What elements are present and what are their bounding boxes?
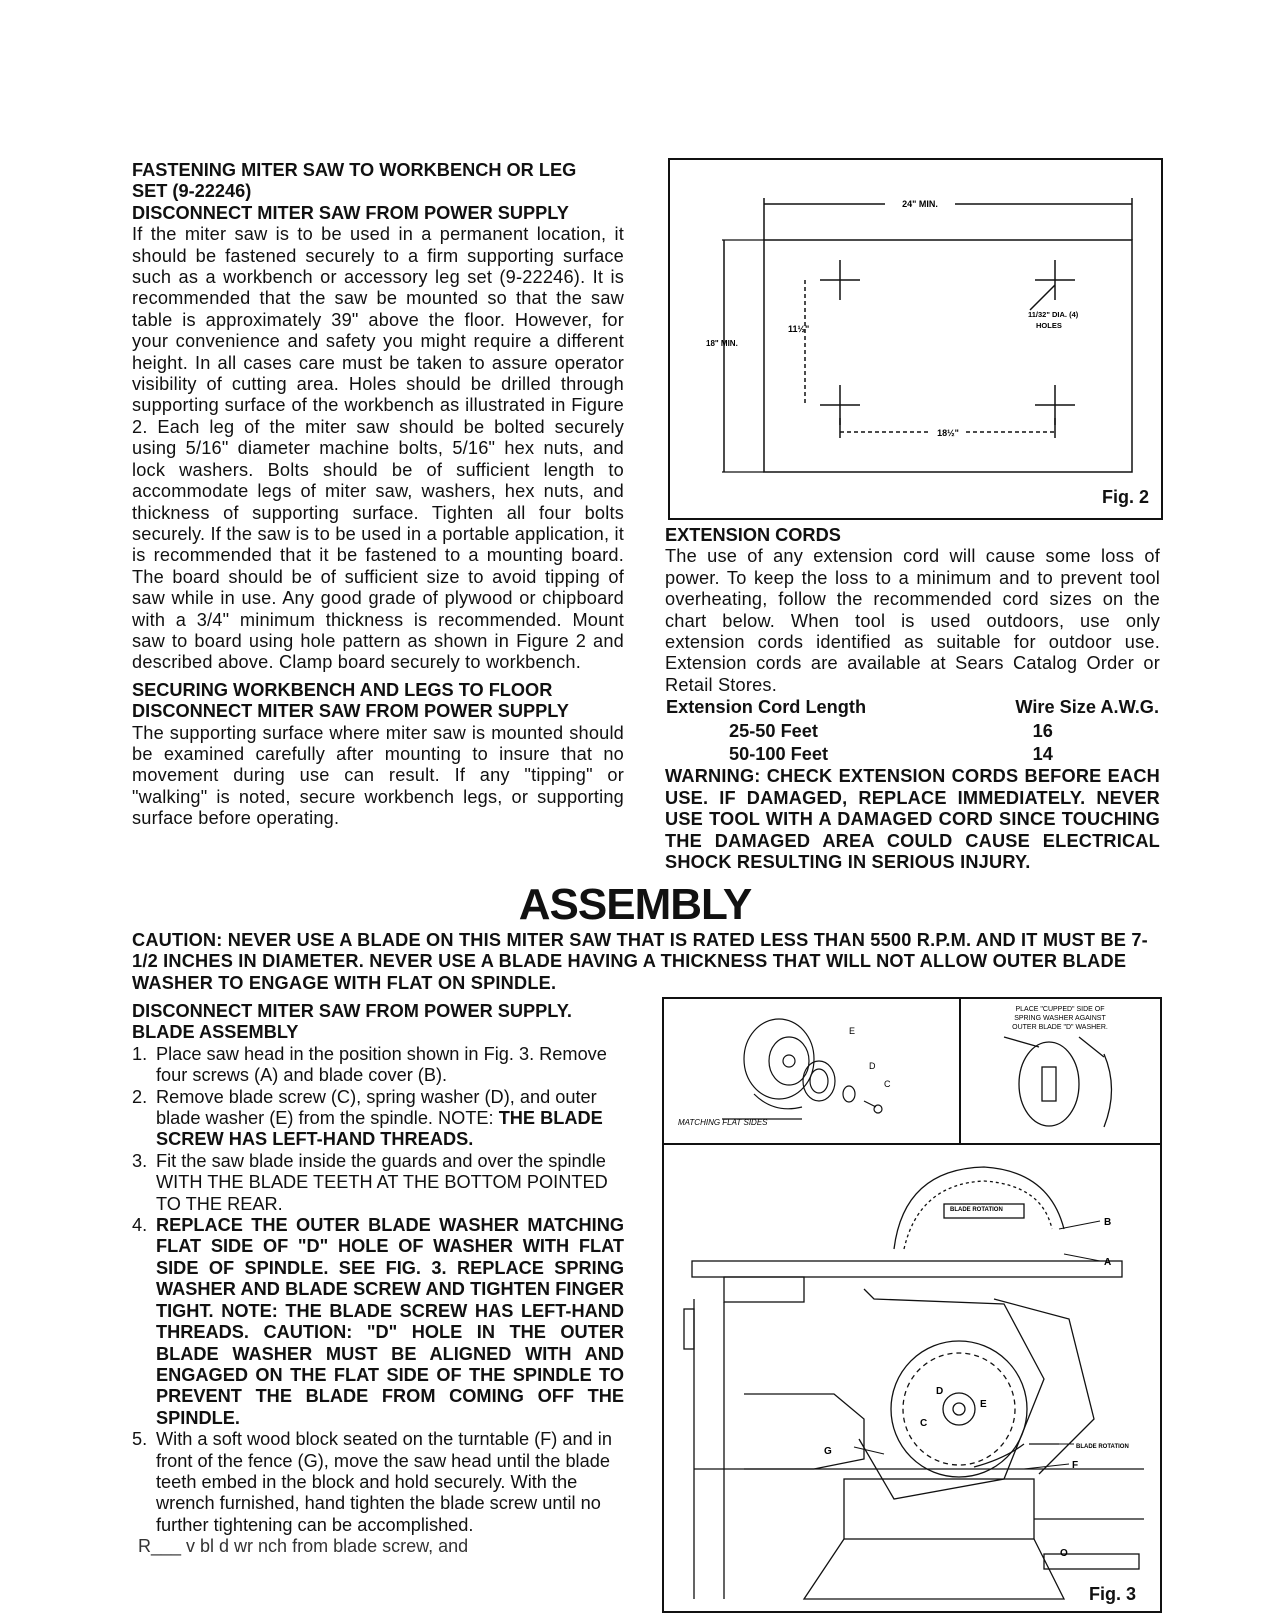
place-note-3: OUTER BLADE "D" WASHER. (1012, 1024, 1108, 1031)
list-item: 3. Fit the saw blade inside the guards and over the spindle WITH THE BLADE TEETH AT THE BOTTOM POINTED TO THE REAR. (132, 1150, 608, 1214)
letter-a: A (1104, 1257, 1112, 1268)
letter-e-top: E (849, 1026, 856, 1036)
horizontal-spacing: 18½" (937, 428, 959, 438)
securing-body: The supporting surface where miter saw is mounted should be examined carefully after mounting to insure that no movement during use can result. If any "tipping" or "walking" is noted, secure workbench legs, or supporting surface before operating. (132, 722, 624, 829)
figure-2-label: Fig. 2 (1101, 487, 1149, 507)
table-row: 50-100 Feet 14 (729, 744, 1053, 765)
caution-banner: CAUTION: NEVER USE A BLADE ON THIS MITER SAW THAT IS RATED LESS THAN 5500 R.P.M. AND IT MUST BE 7-1/2 INCHES IN DIAMETER. NEVER USE A BLADE HAVING A THICKNESS THAT WILL NOT ALLOW OUTER BLADE WASHER TO ENGAGE WITH FLAT ON SPINDLE. (132, 930, 1148, 993)
fastening-section (132, 160, 624, 830)
page-title: ASSEMBLY (518, 880, 752, 929)
figure-3 (662, 997, 1162, 1613)
extension-cords-heading: EXTENSION CORDS (665, 525, 841, 545)
letter-d: D (936, 1386, 944, 1397)
blade-assembly-heading: BLADE ASSEMBLY (132, 1022, 299, 1043)
blade-assembly-section (132, 1001, 624, 1557)
extension-cords-body: The use of any extension cord will cause some loss of power. To keep the loss to a minimum and to prevent tool overheating, follow the recommended cord sizes on the chart below. When tool is used outdoors, use only extension cords identified as suitable for outdoor use. Extension cords are available at Sears Catalog Order or Retail Stores. (665, 546, 1160, 695)
hole-note-2: HOLES (1036, 321, 1062, 330)
blade-rotation-lower: BLADE ROTATION (1076, 1444, 1129, 1450)
letter-c-top: C (884, 1079, 891, 1089)
table-header-wire: Wire Size A.W.G. (1015, 697, 1159, 718)
list-item: 4. REPLACE THE OUTER BLADE WASHER MATCHING FLAT SIDE OF "D" HOLE OF WASHER WITH FLAT SIDE OF SPINDLE. SEE FIG. 3. REPLACE SPRING WASHER AND BLADE SCREW AND TIGHTEN FINGER TIGHT. NOTE: THE BLADE SCREW HAS LEFT-HAND THREADS. CAUTION: "D" HOLE IN THE OUTER BLADE WASHER MUST BE ALIGNED WITH AND ENGAGED ON THE FLAT SIDE OF THE SPINDLE TO PREVENT THE BLADE FROM COMING OFF THE SPINDLE. (132, 1215, 624, 1428)
list-item: 5. With a soft wood block seated on the turntable (F) and in front of the fence (G), move the saw head until the blade teeth embed in the block and hold securely. With the wrench furnished, hand tighten the blade screw until no further tightening can be accomplished. (132, 1429, 612, 1535)
letter-c: C (920, 1418, 928, 1429)
place-note-2: SPRING WASHER AGAINST (1014, 1015, 1106, 1022)
securing-heading: SECURING WORKBENCH AND LEGS TO FLOOR (132, 679, 553, 700)
letter-d-top: D (869, 1061, 876, 1071)
list-item: 1. Place saw head in the position shown in Fig. 3. Remove four screws (A) and blade cover (B). (132, 1043, 607, 1086)
section-heading-cont: SET (9-22246) (132, 181, 252, 202)
figure-3-label: Fig. 3 (1088, 1584, 1136, 1604)
fastening-body: If the miter saw is to be used in a permanent location, it should be fastened securely to a firm supporting surface such as a workbench or accessory leg set (9-22246). It is recommended that the saw be mounted so that the saw table is approximately 39" above the floor. However, for your convenience and safety you might require a different height. In all cases care must be taken to assure operator visibility of cutting area. Holes should be drilled through supporting surface of the workbench as illustrated in Figure 2. Each leg of the miter saw should be bolted securely using 5/16" diameter machine bolts, 5/16" hex nuts, and lock washers. Bolts should be of sufficient length to accommodate legs of miter saw, washers, hex nuts, and thickness of supporting surface. Tighten all four bolts securely. If the saw is to be used in a portable application, it is recommended that it be fastened to a mounting board. The board should be of sufficient size to avoid tipping of saw while in use. Any good grade of plywood or chipboard with a 3/4" minimum thickness is recommended. Mount saw to board using hole pattern as shown in Figure 2 and described above. Clamp board securely to workbench. (132, 224, 624, 673)
section-heading: FASTENING MITER SAW TO WORKBENCH OR LEG (132, 160, 577, 180)
list-item: 2. Remove blade screw (C), spring washer (D), and outer blade washer (E) from the spindle. NOTE: THE BLADE SCREW HAS LEFT-HAND THREADS. (132, 1086, 603, 1150)
mounting-hole-diagram (670, 160, 1161, 518)
steps-list (132, 1044, 624, 1536)
letter-o: O (1060, 1548, 1068, 1559)
width-dimension: 24" MIN. (902, 199, 938, 209)
blade-rotation-upper: BLADE ROTATION (950, 1207, 1003, 1213)
matching-flat-sides-label: MATCHING FLAT SIDES (678, 1118, 768, 1127)
extension-cord-warning: WARNING: CHECK EXTENSION CORDS BEFORE EACH USE. IF DAMAGED, REPLACE IMMEDIATELY. NEVER USE TOOL WITH A DAMAGED CORD SINCE TOUCHING THE DAMAGED AREA COULD CAUSE ELECTRICAL SHOCK RESULTING IN SERIOUS INJURY. (665, 766, 1160, 873)
extension-cords-section (665, 525, 1160, 874)
letter-b: B (1104, 1217, 1112, 1228)
blade-assembly-diagram (664, 999, 1160, 1611)
table-header-length: Extension Cord Length (666, 697, 867, 718)
cutoff-line: R___ v bl d wr nch from blade screw, and (138, 1536, 469, 1557)
height-dimension: 18" MIN. (706, 339, 738, 348)
letter-e: E (980, 1399, 987, 1410)
cord-size-table (665, 696, 1160, 766)
place-note: PLACE "CUPPED" SIDE OF (1015, 1006, 1105, 1013)
figure-2 (668, 158, 1163, 520)
vertical-spacing: 11½" (788, 324, 810, 334)
disconnect-warning-2: DISCONNECT MITER SAW FROM POWER SUPPLY (132, 701, 569, 722)
disconnect-warning-3: DISCONNECT MITER SAW FROM POWER SUPPLY. (132, 1001, 572, 1021)
hole-note: 11/32" DIA. (4) (1028, 310, 1079, 319)
disconnect-warning: DISCONNECT MITER SAW FROM POWER SUPPLY (132, 202, 569, 223)
letter-g: G (824, 1446, 832, 1457)
table-row: 25-50 Feet 16 (729, 720, 1053, 741)
letter-f: F (1072, 1460, 1079, 1471)
